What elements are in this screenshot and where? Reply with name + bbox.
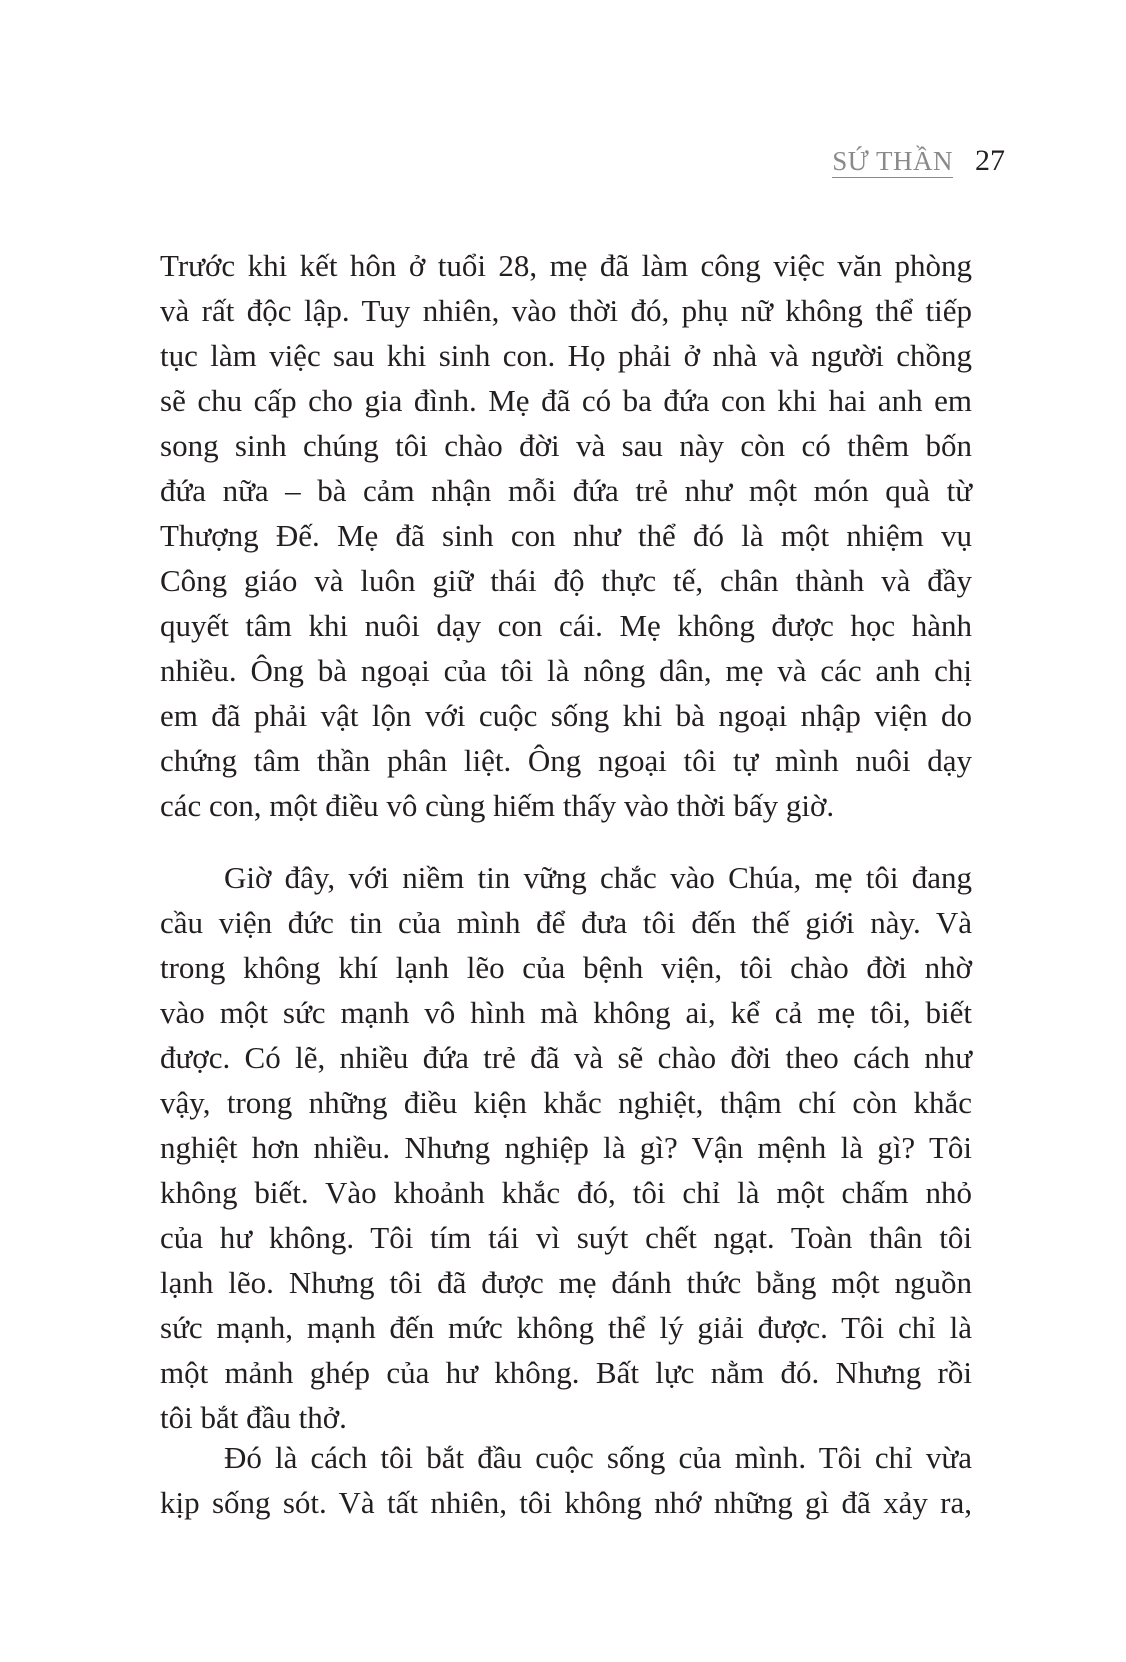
paragraph-line: sức mạnh, mạnh đến mức không thể lý giải được. Tôi chỉ là xyxy=(160,1310,972,1345)
paragraph-line: nhiều. Ông bà ngoại của tôi là nông dân, mẹ và các anh chị xyxy=(160,653,972,688)
paragraph-line: lạnh lẽo. Nhưng tôi đã được mẹ đánh thức bằng một nguồn xyxy=(160,1265,972,1300)
paragraph-1 xyxy=(160,243,972,828)
paragraph-line: sẽ chu cấp cho gia đình. Mẹ đã có ba đứa con khi hai anh em xyxy=(160,383,972,418)
paragraph-line: quyết tâm khi nuôi dạy con cái. Mẹ không được học hành xyxy=(160,608,972,643)
running-header-title: SỨ THẦN xyxy=(832,146,953,176)
paragraph-line: em đã phải vật lộn với cuộc sống khi bà ngoại nhập viện do xyxy=(160,698,972,733)
paragraph-line: và rất độc lập. Tuy nhiên, vào thời đó, phụ nữ không thể tiếp xyxy=(160,293,972,328)
paragraph-line: chứng tâm thần phân liệt. Ông ngoại tôi tự mình nuôi dạy xyxy=(160,743,972,778)
paragraph-line: được. Có lẽ, nhiều đứa trẻ đã và sẽ chào đời theo cách như xyxy=(160,1040,972,1075)
paragraph-line: Đó là cách tôi bắt đầu cuộc sống của mình. Tôi chỉ vừa xyxy=(224,1440,972,1475)
paragraph-line: Thượng Đế. Mẹ đã sinh con như thể đó là một nhiệm vụ xyxy=(160,518,972,553)
paragraph-line: kịp sống sót. Và tất nhiên, tôi không nhớ những gì đã xảy ra, xyxy=(160,1485,972,1520)
paragraph-line: Trước khi kết hôn ở tuổi 28, mẹ đã làm công việc văn phòng xyxy=(160,248,972,283)
paragraph-line: Công giáo và luôn giữ thái độ thực tế, chân thành và đầy xyxy=(160,563,972,598)
paragraph-line: nghiệt hơn nhiều. Nhưng nghiệp là gì? Vận mệnh là gì? Tôi xyxy=(160,1130,972,1165)
paragraph-line: trong không khí lạnh lẽo của bệnh viện, tôi chào đời nhờ xyxy=(160,950,972,985)
paragraph-line: cầu viện đức tin của mình để đưa tôi đến thế giới này. Và xyxy=(160,905,972,940)
paragraph-3 xyxy=(160,1435,972,1525)
paragraph-line: của hư không. Tôi tím tái vì suýt chết ngạt. Toàn thân tôi xyxy=(160,1220,972,1255)
paragraph-line: đứa nữa – bà cảm nhận mỗi đứa trẻ như một món quà từ xyxy=(160,473,972,508)
running-header xyxy=(832,146,1005,178)
paragraph-line: tôi bắt đầu thở. xyxy=(160,1400,347,1435)
paragraph-line: một mảnh ghép của hư không. Bất lực nằm đó. Nhưng rồi xyxy=(160,1355,972,1390)
paragraph-line: Giờ đây, với niềm tin vững chắc vào Chúa, mẹ tôi đang xyxy=(224,860,972,895)
paragraph-line: các con, một điều vô cùng hiếm thấy vào thời bấy giờ. xyxy=(160,788,835,823)
page-number: 27 xyxy=(975,144,1005,177)
paragraph-line: không biết. Vào khoảnh khắc đó, tôi chỉ là một chấm nhỏ xyxy=(160,1175,972,1210)
paragraph-line: tục làm việc sau khi sinh con. Họ phải ở nhà và người chồng xyxy=(160,338,972,373)
paragraph-line: vào một sức mạnh vô hình mà không ai, kể cả mẹ tôi, biết xyxy=(160,995,972,1030)
paragraph-line: vậy, trong những điều kiện khắc nghiệt, thậm chí còn khắc xyxy=(160,1085,972,1120)
paragraph-line: song sinh chúng tôi chào đời và sau này còn có thêm bốn xyxy=(160,428,972,463)
paragraph-2 xyxy=(160,855,972,1440)
